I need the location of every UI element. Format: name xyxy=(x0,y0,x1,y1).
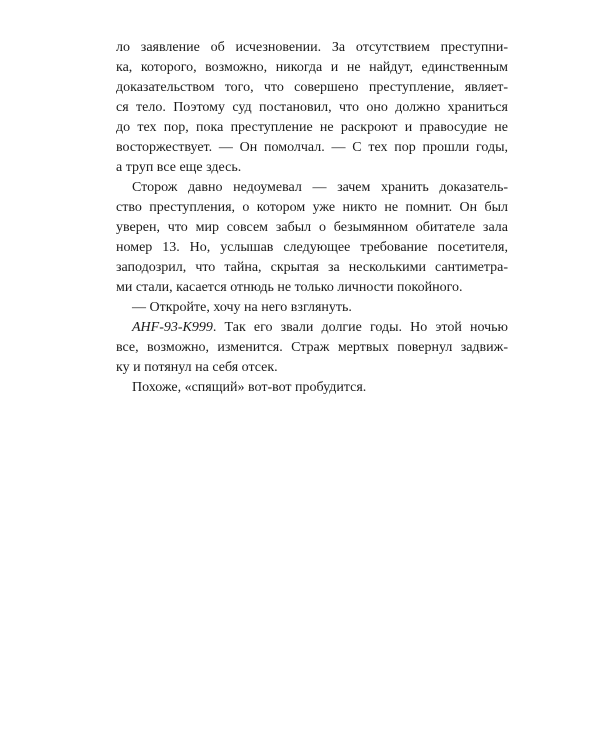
text-line xyxy=(116,318,508,338)
text-line: номер 13. Но, услышав следующее требование посетителя, xyxy=(116,240,508,255)
text-line: заподозрил, что тайна, скрытая за несколькими сантиметра- xyxy=(116,260,508,275)
text-line: восторжествует. — Он помолчал. — С тех пор прошли годы, xyxy=(116,140,508,155)
text-line: ло заявление об исчезновении. За отсутствием преступни- xyxy=(116,40,508,55)
text-line: а труп все еще здесь. xyxy=(116,160,242,175)
text-line: доказательством того, что совершено преступление, являет- xyxy=(116,80,508,95)
text-line: ство преступления, о котором уже никто не помнит. Он был xyxy=(116,200,508,215)
text-line: Сторож давно недоумевал — зачем хранить доказатель- xyxy=(132,180,508,195)
dialogue-line: — Откройте, хочу на него взглянуть. xyxy=(132,300,352,315)
code-name: AHF-93-K999 xyxy=(132,320,213,335)
text-fragment: . Так его звали долгие годы. Но этой ночью xyxy=(212,320,508,335)
text-line: все, возможно, изменится. Страж мертвых повернул задвиж- xyxy=(116,340,508,355)
text-line: Похоже, «спящий» вот-вот пробудится. xyxy=(132,380,367,395)
text-line: уверен, что мир совсем забыл о безымянном обитателе зала xyxy=(116,220,508,235)
text-line: ми стали, касается отнюдь не только личности покойного. xyxy=(116,280,463,295)
text-line: ся тело. Поэтому суд постановил, что оно должно храниться xyxy=(116,100,508,115)
body-text xyxy=(116,38,508,398)
text-line: до тех пор, пока преступление не раскроют и правосудие не xyxy=(116,120,508,135)
text-line: ка, которого, возможно, никогда и не найдут, единственным xyxy=(116,60,508,75)
text-line: ку и потянул на себя отсек. xyxy=(116,360,278,375)
